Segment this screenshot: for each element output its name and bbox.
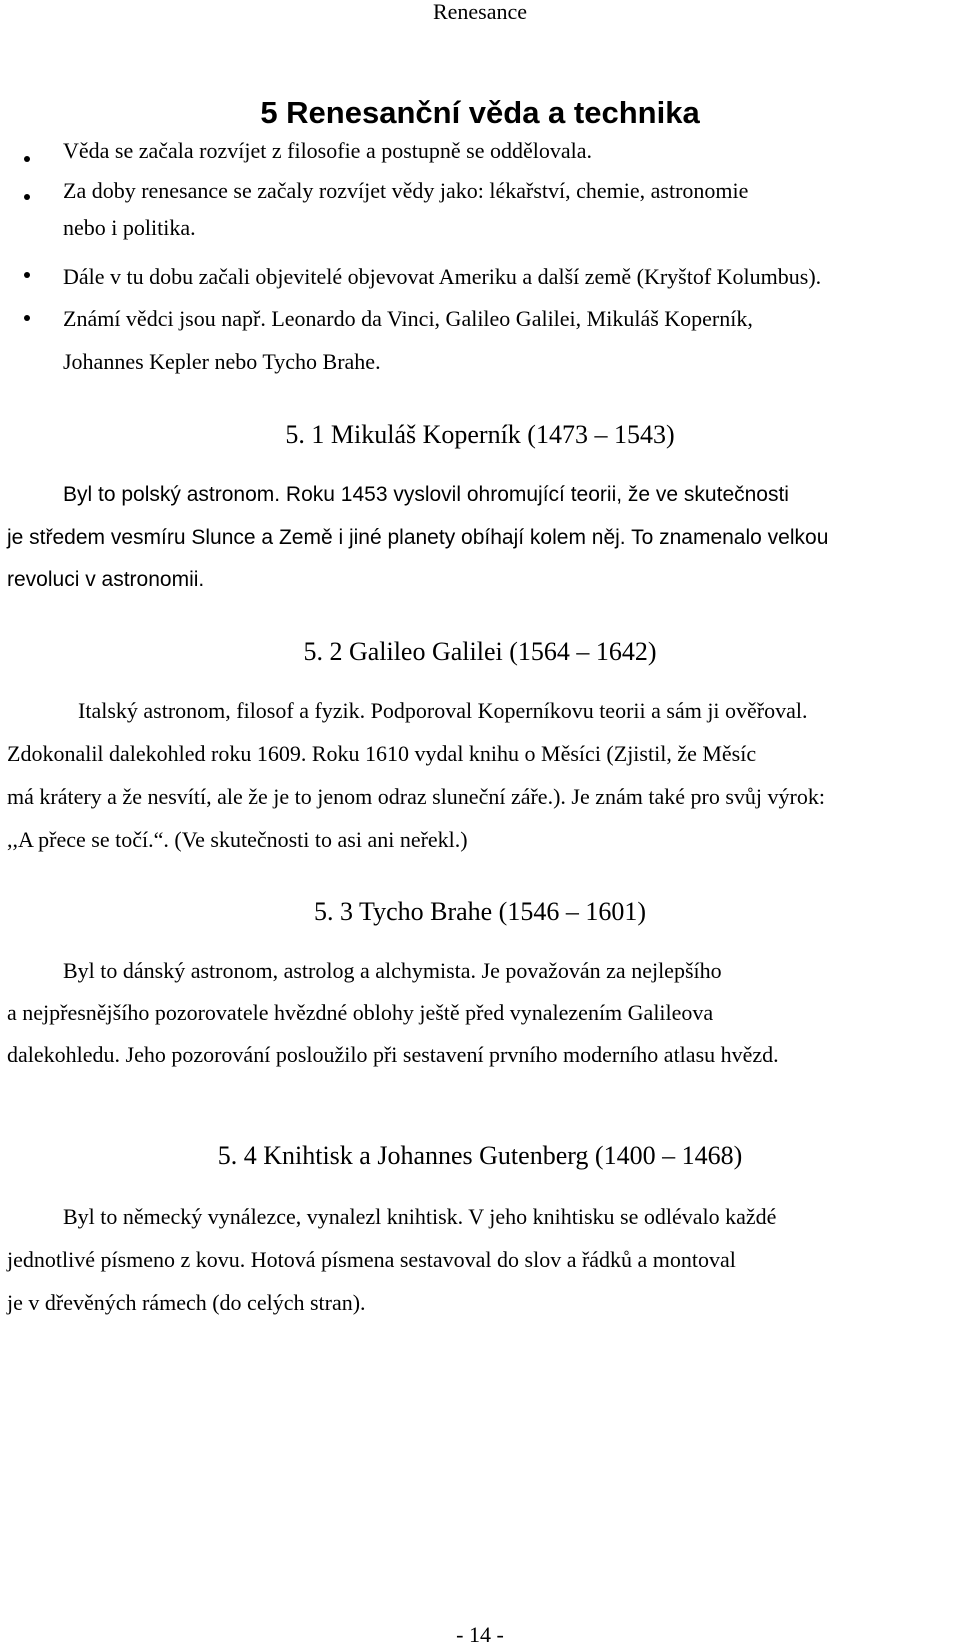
bullet-dot: [24, 272, 30, 278]
section-1-line-1: Byl to polský astronom. Roku 1453 vyslovil ohromující teorii, že ve skutečnosti: [63, 483, 789, 506]
section-3-line-2: a nejpřesnějšího pozorovatele hvězdné oblohy ještě před vynalezením Galileova: [7, 1000, 714, 1025]
chapter-title: 5 Renesanční věda a technika: [260, 95, 700, 130]
section-1-line-2: je středem vesmíru Slunce a Země i jiné planety obíhají kolem něj. To znamenalo velkou: [7, 526, 829, 549]
section-title-galilei: 5. 2 Galileo Galilei (1564 – 1642): [303, 637, 657, 666]
bullet-item-1-line-1: Věda se začala rozvíjet z filosofie a postupně se oddělovala.: [63, 138, 592, 163]
section-2-line-3: má krátery a že nesvítí, ale že je to jenom odraz sluneční záře.). Je znám také pro svůj výrok:: [7, 784, 825, 809]
page-number: - 14 -: [456, 1622, 504, 1647]
section-4-line-1: Byl to německý vynálezce, vynalezl knihtisk. V jeho knihtisku se odlévalo každé: [63, 1204, 777, 1229]
bullet-item-3-line-1: Dále v tu dobu začali objevitelé objevovat Ameriku a další země (Kryštof Kolumbus).: [63, 264, 822, 289]
section-4-line-3: je v dřevěných rámech (do celých stran).: [7, 1290, 366, 1315]
bullet-item-4-line-2: Johannes Kepler nebo Tycho Brahe.: [63, 349, 381, 374]
section-2-line-4: ,,A přece se točí.“. (Ve skutečnosti to asi ani neřekl.): [7, 827, 468, 852]
section-2-line-1: Italský astronom, filosof a fyzik. Podporoval Koperníkovu teorii a sám ji ověřoval.: [78, 698, 808, 723]
section-3-line-1: Byl to dánský astronom, astrolog a alchymista. Je považován za nejlepšího: [63, 958, 722, 983]
bullet-dot: [24, 315, 30, 321]
bullet-dot: [24, 194, 30, 200]
section-3-line-3: dalekohledu. Jeho pozorování posloužilo při sestavení prvního moderního atlasu hvězd.: [7, 1042, 779, 1067]
running-header: Renesance: [432, 0, 528, 24]
section-1-line-3: revoluci v astronomii.: [7, 568, 205, 591]
bullet-item-2-line-1: Za doby renesance se začaly rozvíjet vědy jako: lékařství, chemie, astronomie: [63, 178, 749, 203]
bullet-item-2-line-2: nebo i politika.: [63, 215, 196, 240]
section-4-line-2: jednotlivé písmeno z kovu. Hotová písmena sestavoval do slov a řádků a montoval: [7, 1247, 736, 1272]
section-2-line-2: Zdokonalil dalekohled roku 1609. Roku 1610 vydal knihu o Měsíci (Zjistil, že Měsíc: [7, 741, 757, 766]
section-title-gutenberg: 5. 4 Knihtisk a Johannes Gutenberg (1400 – 1468): [217, 1141, 743, 1170]
section-title-brahe: 5. 3 Tycho Brahe (1546 – 1601): [313, 897, 647, 926]
bullet-item-4-line-1: Známí vědci jsou např. Leonardo da Vinci, Galileo Galilei, Mikuláš Koperník,: [63, 306, 753, 331]
bullet-dot: [24, 156, 30, 162]
section-title-koperník: 5. 1 Mikuláš Koperník (1473 – 1543): [285, 420, 675, 449]
